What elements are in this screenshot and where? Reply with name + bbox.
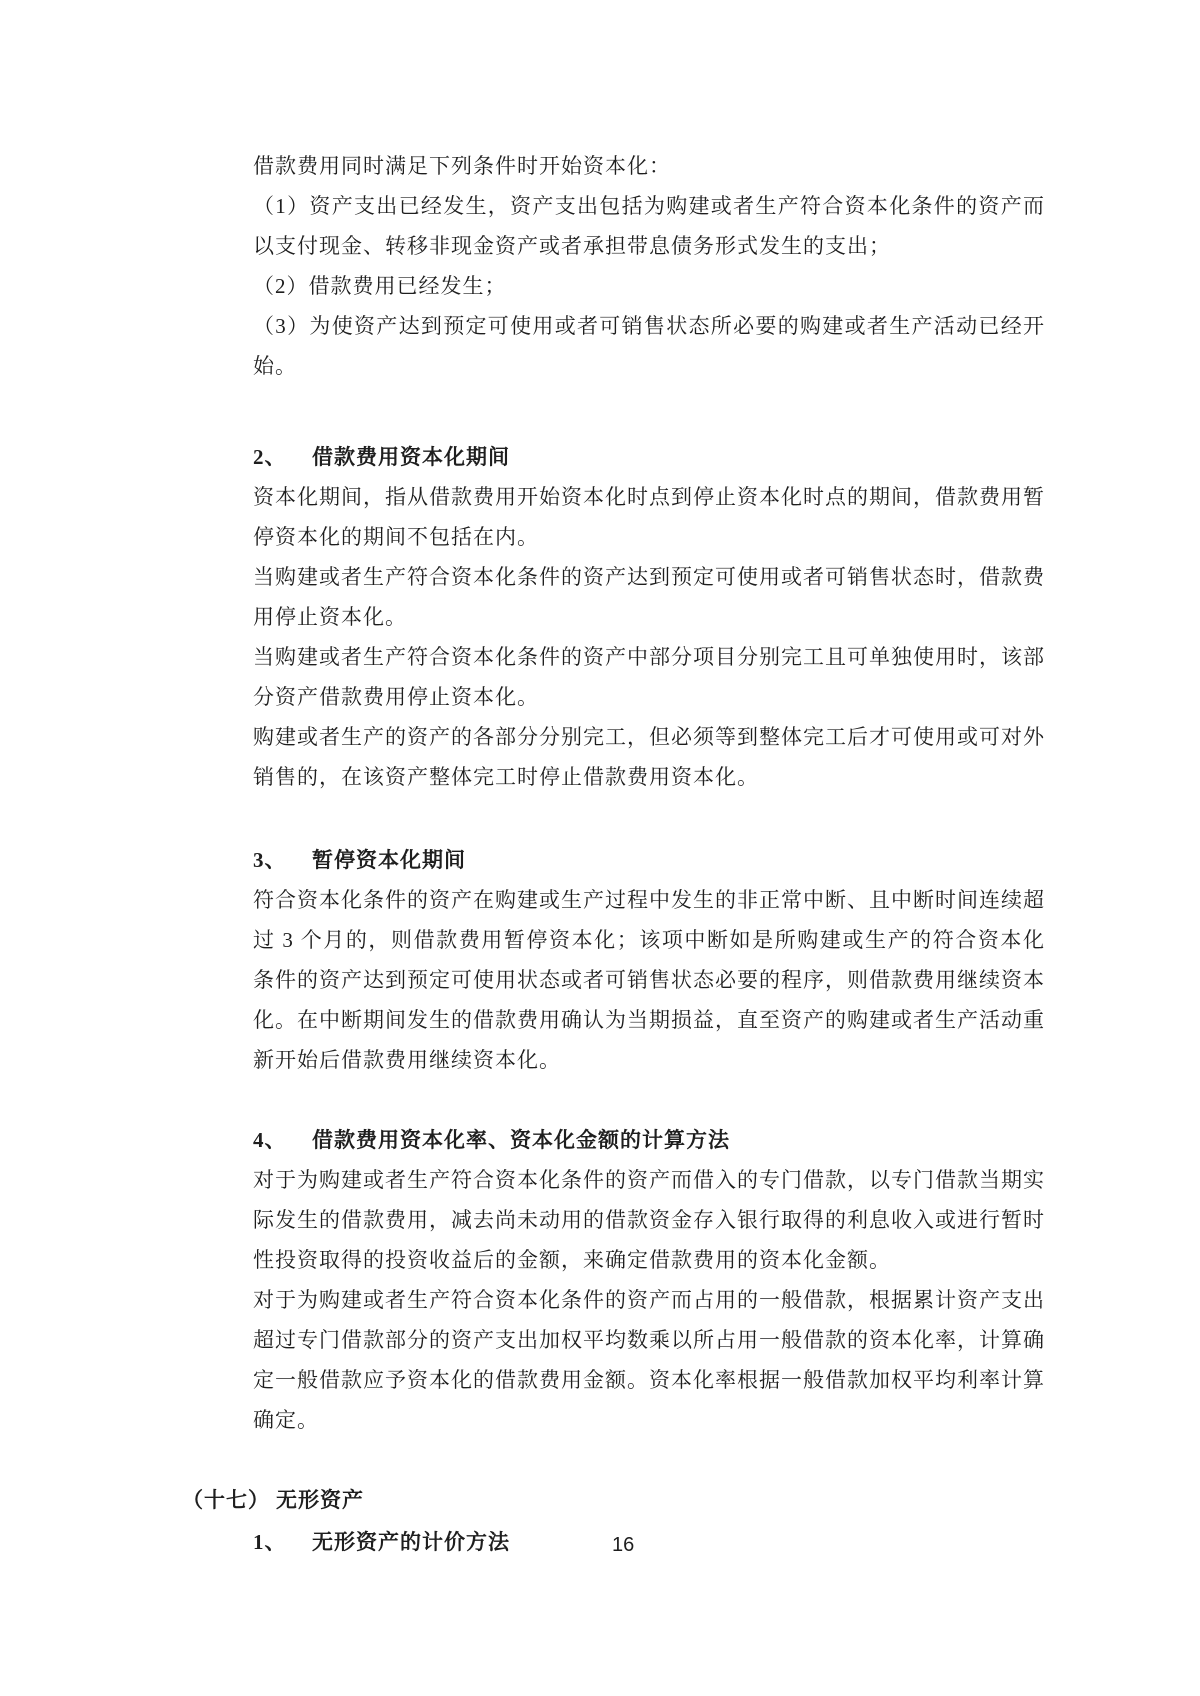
paragraph: 购建或者生产的资产的各部分分别完工，但必须等到整体完工后才可使用或可对外销售的，在该资产整体完工时停止借款费用资本化。 <box>253 725 1045 789</box>
section-title: 借款费用资本化率、资本化金额的计算方法 <box>312 1128 730 1152</box>
paragraph: 对于为购建或者生产符合资本化条件的资产而占用的一般借款，根据累计资产支出超过专门借款部分的资产支出加权平均数乘以所占用一般借款的资本化率，计算确定一般借款应予资本化的借款费用金额。资本化率根据一般借款加权平均利率计算确定。 <box>253 1288 1045 1432</box>
intro-condition-2: （2）借款费用已经发生； <box>253 274 507 298</box>
paragraph: 对于为购建或者生产符合资本化条件的资产而借入的专门借款，以专门借款当期实际发生的借款费用，减去尚未动用的借款资金存入银行取得的利息收入或进行暂时性投资取得的投资收益后的金额，来确定借款费用的资本化金额。 <box>253 1168 1045 1272</box>
chapter-number: （十七） <box>182 1488 270 1512</box>
section-number: 4、 <box>253 1128 287 1152</box>
paragraph: 当购建或者生产符合资本化条件的资产中部分项目分别完工且可单独使用时，该部分资产借款费用停止资本化。 <box>253 645 1045 709</box>
page-number: 16 <box>612 1534 635 1556</box>
intro-condition-3: （3）为使资产达到预定可使用或者可销售状态所必要的购建或者生产活动已经开始。 <box>253 314 1045 378</box>
chapter-title: 无形资产 <box>276 1488 364 1512</box>
intro-lead-paragraph: 借款费用同时满足下列条件时开始资本化： <box>253 154 671 178</box>
section-number: 3、 <box>253 848 287 872</box>
paragraph: 符合资本化条件的资产在购建或生产过程中发生的非正常中断、且中断时间连续超过 3 个月的，则借款费用暂停资本化；该项中断如是所购建或生产的符合资本化条件的资产达到预定可使用状态或者可销售状态必要的程序，则借款费用继续资本化。在中断期间发生的借款费用确认为当期损益，直至资产的购建或者生产活动重新开始后借款费用继续资本化。 <box>253 888 1045 1072</box>
chapter-heading-17 <box>182 1480 1045 1520</box>
section-number: 2、 <box>253 445 287 469</box>
subsection-title: 无形资产的计价方法 <box>312 1530 510 1554</box>
paragraph: 资本化期间，指从借款费用开始资本化时点到停止资本化时点的期间，借款费用暂停资本化的期间不包括在内。 <box>253 485 1045 549</box>
section-title: 暂停资本化期间 <box>312 848 466 872</box>
section-heading-2 <box>253 437 1045 477</box>
section-heading-4 <box>253 1120 1045 1160</box>
subsection-heading-1 <box>253 1522 1045 1562</box>
subsection-number: 1、 <box>253 1530 287 1554</box>
section-title: 借款费用资本化期间 <box>312 445 510 469</box>
intro-condition-1: （1）资产支出已经发生，资产支出包括为购建或者生产符合资本化条件的资产而以支付现金、转移非现金资产或者承担带息债务形式发生的支出； <box>253 194 1045 258</box>
paragraph: 当购建或者生产符合资本化条件的资产达到预定可使用或者可销售状态时，借款费用停止资本化。 <box>253 565 1045 629</box>
section-heading-3 <box>253 840 1045 880</box>
